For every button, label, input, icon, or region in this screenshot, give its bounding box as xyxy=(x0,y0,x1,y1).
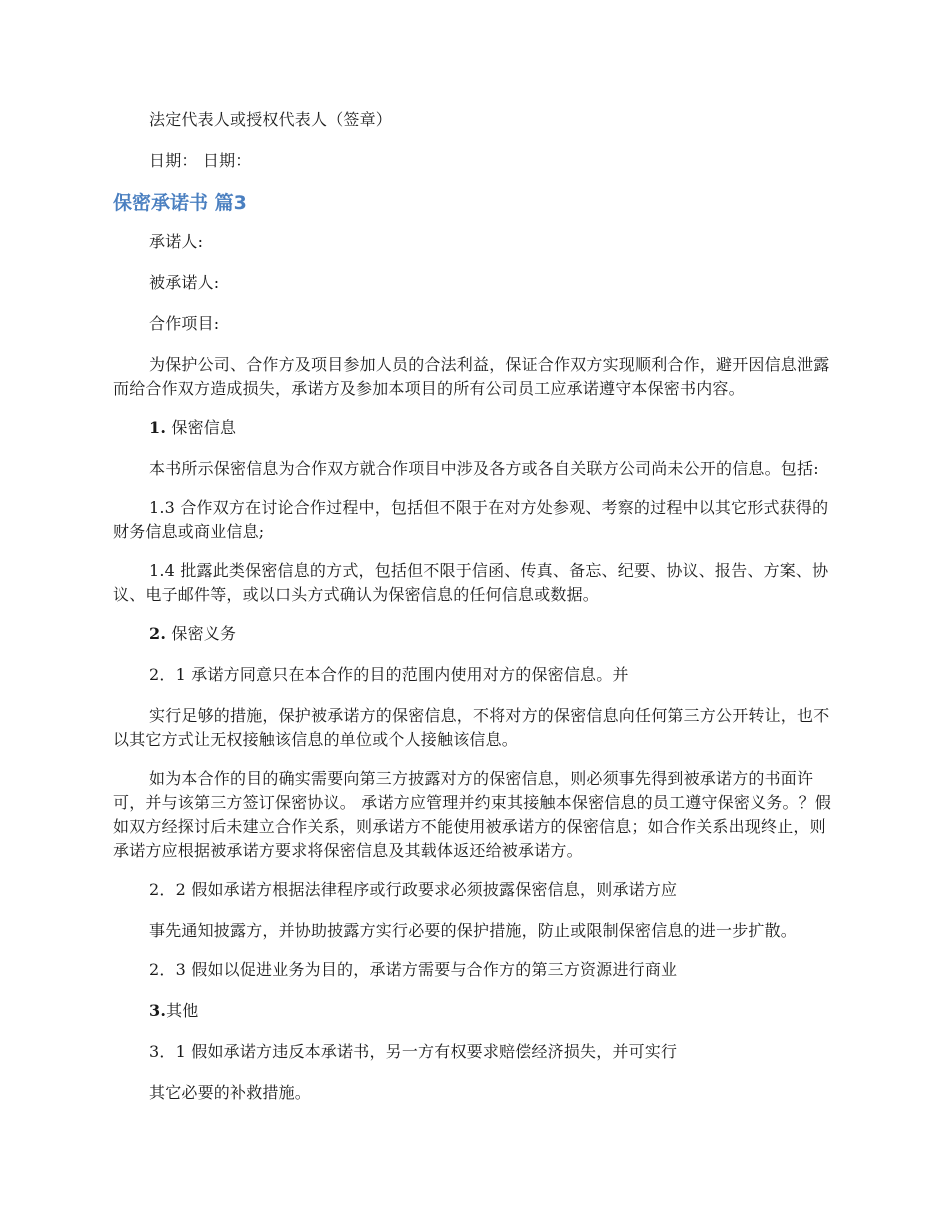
item-2-2: 2．2 假如承诺方根据法律程序或行政要求必须披露保密信息，则承诺方应 xyxy=(149,880,678,899)
item-3-1: 3．1 假如承诺方违反本承诺书，另一方有权要求赔偿经济损失，并可实行 xyxy=(149,1042,678,1061)
section-2-heading xyxy=(113,622,840,646)
section-1-number: 1. xyxy=(149,418,167,437)
section-3-title: 其他 xyxy=(166,1001,199,1020)
item-2-3: 2．3 假如以促进业务为目的，承诺方需要与合作方的第三方资源进行商业 xyxy=(149,960,678,979)
section-3-number: 3. xyxy=(149,1001,167,1020)
document-content xyxy=(113,108,840,1122)
section-2-number: 2. xyxy=(149,624,167,643)
signature-label: 法定代表人或授权代表人（签章） xyxy=(149,110,393,129)
section-2-title: 保密义务 xyxy=(166,624,237,643)
date-line: 日期： 日期： xyxy=(149,151,252,170)
item-2-1-paragraph-2: 如为本合作的目的确实需要向第三方披露对方的保密信息，则必须事先得到被承诺方的书面许可，并与该第三方签订保密协议。 承诺方应管理并约束其接触本保密信息的员工遵守保密义务。？假如双方经探讨后未建立合作关系，则承诺方不能使用被承诺方的保密信息；如合作关系出现终止，则承诺方应根据被承诺方要求将保密信息及其载体返还给被承诺方。 xyxy=(113,769,832,860)
item-2-2-continued: 事先通知披露方，并协助披露方实行必要的保护措施，防止或限制保密信息的进一步扩散。 xyxy=(149,921,798,940)
item-1-4: 1.4 批露此类保密信息的方式，包括但不限于信函、传真、备忘、纪要、协议、报告、方案、协议、电子邮件等，或以口头方式确认为保密信息的任何信息或数据。 xyxy=(113,561,829,604)
promisee-field: 被承诺人: xyxy=(149,273,220,292)
promisor-field: 承诺人: xyxy=(149,232,204,251)
project-field: 合作项目: xyxy=(149,314,220,333)
section-1-heading xyxy=(113,416,840,440)
section-3-heading xyxy=(113,999,840,1023)
section-1-body: 本书所示保密信息为合作双方就合作项目中涉及各方或各自关联方公司尚未公开的信息。包括: xyxy=(149,459,819,478)
item-2-1: 2．1 承诺方同意只在本合作的目的范围内使用对方的保密信息。并 xyxy=(149,665,629,684)
intro-paragraph: 为保护公司、合作方及项目参加人员的合法利益，保证合作双方实现顺利合作，避开因信息泄露而给合作双方造成损失，承诺方及参加本项目的所有公司员工应承诺遵守本保密书内容。 xyxy=(113,355,830,398)
section-title: 保密承诺书 篇3 xyxy=(113,192,247,214)
item-2-1-continued: 实行足够的措施，保护被承诺方的保密信息，不将对方的保密信息向任何第三方公开转让，也不以其它方式让无权接触该信息的单位或个人接触该信息。 xyxy=(113,706,830,749)
item-1-3: 1.3 合作双方在讨论合作过程中，包括但不限于在对方处参观、考察的过程中以其它形式获得的财务信息或商业信息; xyxy=(113,498,829,541)
item-3-1-continued: 其它必要的补救措施。 xyxy=(149,1083,312,1102)
section-1-title: 保密信息 xyxy=(166,418,237,437)
